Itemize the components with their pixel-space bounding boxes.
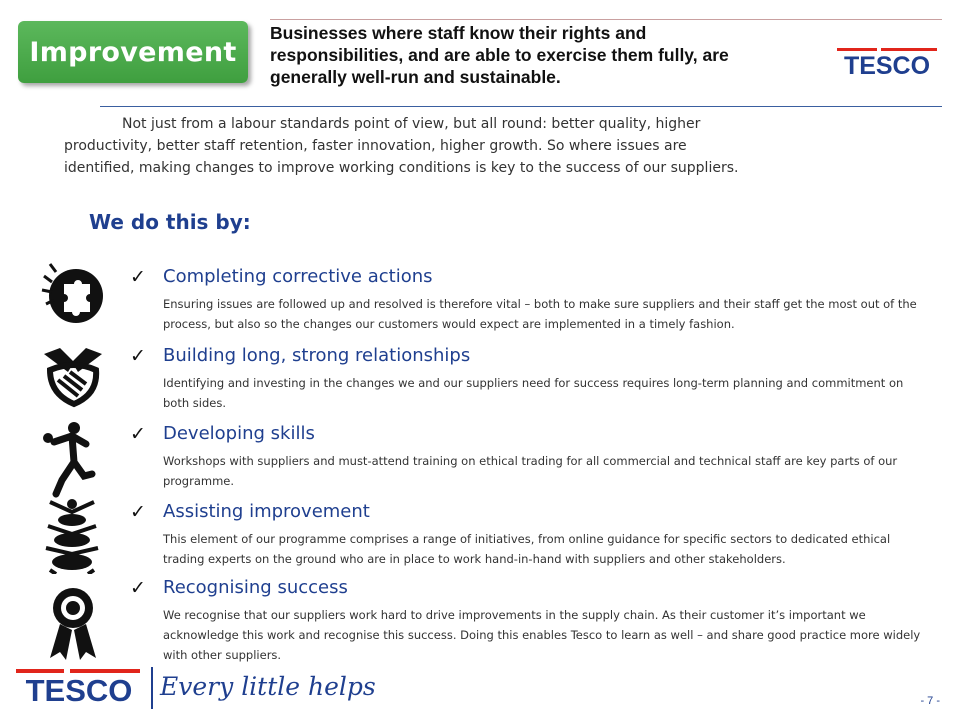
item-title (130, 344, 930, 368)
item-description: Identifying and investing in the changes we and our suppliers need for success requires long-term planning and commitment on both sides. (163, 376, 904, 410)
item-description: Workshops with suppliers and must-attend training on ethical trading for all commercial and technical staff are key parts of our programme. (163, 454, 898, 488)
intro-text: Not just from a labour standards point of view, but all round: better quality, higher productivity, better staff retention, faster innovation, higher growth. So where issues are identified, making changes to improve working conditions is key to the success of our suppliers. (64, 116, 739, 176)
check-icon: ✓ (130, 423, 146, 445)
headline: Businesses where staff know their rights and responsibilities, and are able to exercise them fully, are generally well-run and sustainable. (270, 23, 729, 87)
item-title-text: Developing skills (163, 423, 315, 444)
item-title-text: Recognising success (163, 577, 348, 598)
header-divider (100, 106, 942, 107)
check-icon: ✓ (130, 501, 146, 523)
section-badge: Improvement (18, 21, 248, 83)
page-number: - 7 - (920, 695, 940, 707)
rosette-icon (40, 584, 106, 662)
item-title-text: Completing corrective actions (163, 266, 433, 287)
item-title (130, 576, 930, 600)
item-title-text: Assisting improvement (163, 501, 370, 522)
logo-stripe (881, 48, 937, 51)
human-pyramid-icon (40, 496, 106, 574)
list-item (130, 576, 930, 665)
footer-separator (151, 667, 153, 709)
item-description: Ensuring issues are followed up and resolved is therefore vital – both to make sure suppliers and their staff get the most out of the process, but also so the changes our customers would expect are implemented in a timely fashion. (163, 297, 917, 331)
check-icon: ✓ (130, 266, 146, 288)
intro-paragraph (64, 113, 754, 179)
check-icon: ✓ (130, 345, 146, 367)
handshake-icon (40, 340, 106, 418)
section-subheading: We do this by: (89, 210, 251, 234)
item-title (130, 422, 930, 446)
check-icon: ✓ (130, 577, 146, 599)
tagline: Every little helps (160, 672, 376, 701)
top-divider (270, 19, 942, 20)
item-description: This element of our programme comprises a range of initiatives, from online guidance for specific sectors to dedicated ethical trading experts on the ground who are in place to work hand-in-hand with suppliers and other stakeholders. (163, 532, 891, 566)
tesco-logo-text: TESCO (843, 52, 931, 78)
tesco-logo-top (835, 44, 940, 78)
item-title (130, 265, 930, 289)
item-title-text: Building long, strong relationships (163, 345, 471, 366)
tesco-logo-text: TESCO (25, 673, 133, 705)
tesco-logo-bottom (14, 665, 144, 705)
list-item (130, 265, 930, 334)
item-description: We recognise that our suppliers work hard to drive improvements in the supply chain. As their customer it’s important we acknowledge this work and recognise this success. Doing this enables Tesco to learn as well – and share good practice more widely with other suppliers. (163, 608, 921, 662)
list-item (130, 500, 930, 569)
puzzle-icon (40, 256, 106, 334)
footballer-icon (40, 420, 106, 498)
list-item (130, 344, 930, 413)
item-title (130, 500, 930, 524)
list-item (130, 422, 930, 491)
logo-stripe (837, 48, 877, 51)
